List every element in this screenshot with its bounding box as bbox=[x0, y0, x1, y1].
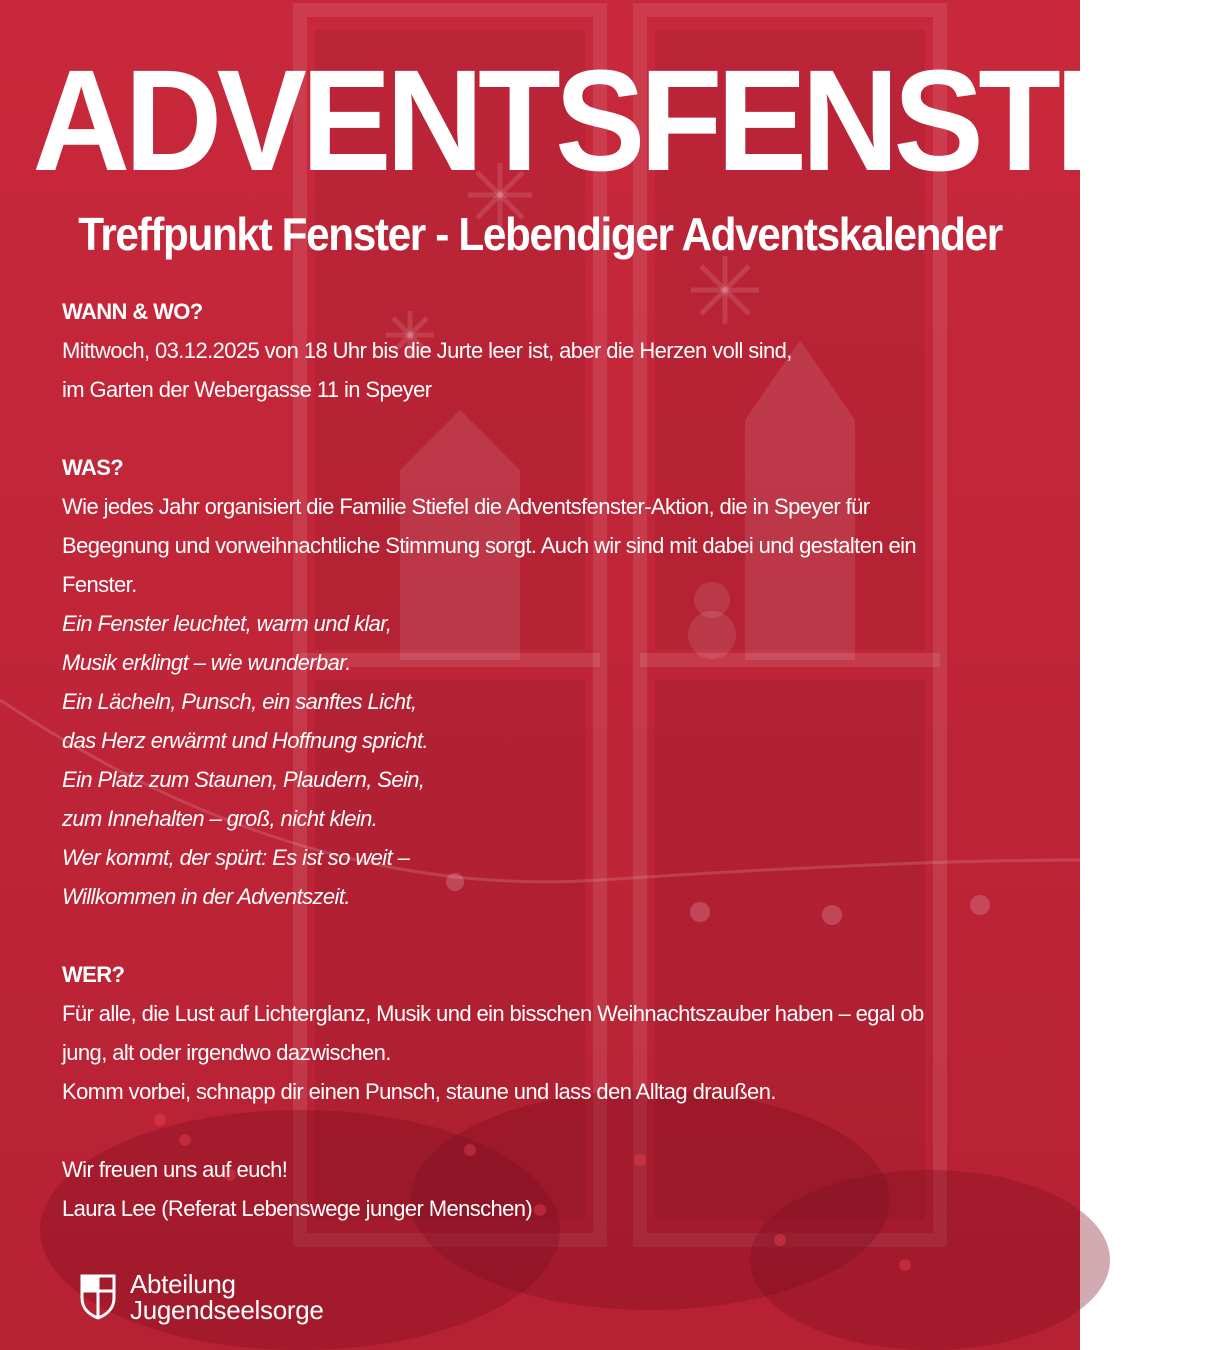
section-heading-was: WAS? bbox=[62, 455, 124, 480]
poem-line: Ein Fenster leuchtet, warm und klar, bbox=[62, 611, 392, 636]
poem-line: Musik erklingt – wie wunderbar. bbox=[62, 650, 351, 675]
poem-line: das Herz erwärmt und Hoffnung spricht. bbox=[62, 728, 429, 753]
closing-greeting: Wir freuen uns auf euch! bbox=[62, 1157, 288, 1182]
page-subtitle: Treffpunkt Fenster - Lebendiger Adventskalender bbox=[78, 208, 1002, 260]
logo-line-2: Jugendseelsorge bbox=[130, 1295, 324, 1325]
wann-line: Mittwoch, 03.12.2025 von 18 Uhr bis die Jurte leer ist, aber die Herzen voll sind, bbox=[62, 338, 792, 363]
wer-line: jung, alt oder irgendwo dazwischen. bbox=[62, 1040, 391, 1065]
section-heading-wann: WANN & WO? bbox=[62, 299, 203, 324]
wer-line: Für alle, die Lust auf Lichterglanz, Musik und ein bisschen Weihnachtszauber haben – egal ob bbox=[62, 1001, 924, 1026]
wann-line: im Garten der Webergasse 11 in Speyer bbox=[62, 377, 432, 402]
organization-logo bbox=[80, 1270, 324, 1324]
event-details bbox=[62, 292, 1022, 1228]
logo-line-1: Abteilung bbox=[130, 1269, 236, 1299]
closing-signature: Laura Lee (Referat Lebenswege junger Menschen) bbox=[62, 1196, 533, 1221]
page-title: ADVENTSFENSTER bbox=[32, 40, 1232, 201]
was-line: Fenster. bbox=[62, 572, 137, 597]
shield-cross-icon bbox=[80, 1274, 116, 1320]
poem-line: Wer kommt, der spürt: Es ist so weit – bbox=[62, 845, 410, 870]
poem-line: Willkommen in der Adventszeit. bbox=[62, 884, 350, 909]
poem-line: zum Innehalten – groß, nicht klein. bbox=[62, 806, 378, 831]
wer-line: Komm vorbei, schnapp dir einen Punsch, staune und lass den Alltag draußen. bbox=[62, 1079, 776, 1104]
was-line: Wie jedes Jahr organisiert die Familie Stiefel die Adventsfenster-Aktion, die in Speyer für bbox=[62, 494, 870, 519]
was-line: Begegnung und vorweihnachtliche Stimmung sorgt. Auch wir sind mit dabei und gestalten ein bbox=[62, 533, 917, 558]
section-heading-wer: WER? bbox=[62, 962, 125, 987]
poem-line: Ein Lächeln, Punsch, ein sanftes Licht, bbox=[62, 689, 417, 714]
poem-line: Ein Platz zum Staunen, Plaudern, Sein, bbox=[62, 767, 425, 792]
